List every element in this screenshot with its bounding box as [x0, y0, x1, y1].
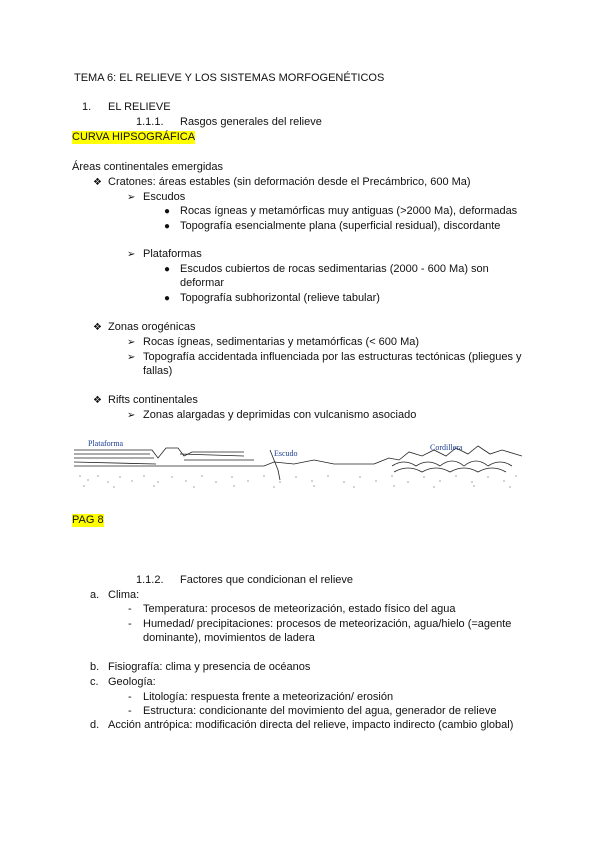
dash-bullet-icon: -: [128, 705, 132, 717]
escudos-bullet-2: Topografía esencialmente plana (superficial residual), discordante: [180, 220, 501, 232]
zonas-bullet-2-line-1: Topografía accidentada influenciada por las estructuras tectónicas (pliegues y: [143, 351, 522, 363]
figure-label-cordillera: Cordillera: [430, 443, 463, 452]
plataformas-bullet-2: Topografía subhorizontal (relieve tabular): [180, 292, 380, 304]
escudos-item: Escudos: [143, 191, 186, 203]
section-111-number: 1.1.1.: [136, 116, 164, 128]
dot-bullet-icon: ●: [164, 293, 171, 304]
zonas-orogenicas-item: Zonas orogénicas: [108, 321, 196, 333]
rifts-bullet-1: Zonas alargadas y deprimidas con vulcanismo asociado: [143, 409, 417, 421]
plataformas-item: Plataformas: [143, 248, 202, 260]
plataformas-bullet-1-line-1: Escudos cubiertos de rocas sedimentarias (2000 - 600 Ma) son: [180, 263, 489, 275]
accion-antropica-item: Acción antrópica: modificación directa del relieve, impacto indirecto (cambio global): [108, 719, 514, 731]
dot-bullet-icon: ●: [164, 221, 171, 232]
dot-bullet-icon: ●: [164, 264, 171, 275]
dot-bullet-icon: ●: [164, 206, 171, 217]
clima-bullet-2-line-2: dominante), movimientos de ladera: [143, 632, 315, 644]
geologia-item: Geología:: [108, 676, 156, 688]
arrow-bullet-icon: ➢: [127, 410, 136, 421]
rifts-item: Rifts continentales: [108, 394, 198, 406]
section-1-number: 1.: [82, 101, 92, 113]
list-letter-a: a.: [90, 589, 100, 601]
diamond-bullet-icon: ❖: [93, 395, 102, 406]
pag-8-marker: PAG 8: [72, 514, 104, 526]
cratones-item: Cratones: áreas estables (sin deformación desde el Precámbrico, 600 Ma): [108, 176, 471, 188]
fisiografia-item: Fisiografía: clima y presencia de océanos: [108, 661, 311, 673]
figure-label-escudo: Escudo: [274, 449, 298, 458]
section-1-title: EL RELIEVE: [108, 101, 171, 113]
geologia-bullet-2: Estructura: condicionante del movimiento del agua, generador de relieve: [143, 705, 497, 717]
figure-label-plataforma: Plataforma: [88, 439, 124, 448]
section-112-title: Factores que condicionan el relieve: [180, 574, 354, 586]
arrow-bullet-icon: ➢: [127, 249, 136, 260]
plataformas-bullet-1-line-2: deformar: [180, 277, 225, 289]
diamond-bullet-icon: ❖: [93, 322, 102, 333]
list-letter-b: b.: [90, 661, 100, 673]
document-title: TEMA 6: EL RELIEVE Y LOS SISTEMAS MORFOGENÉTICOS: [74, 72, 385, 84]
arrow-bullet-icon: ➢: [127, 337, 136, 348]
clima-item: Clima:: [108, 589, 140, 601]
escudos-bullet-1: Rocas ígneas y metamórficas muy antiguas (>2000 Ma), deformadas: [180, 205, 518, 217]
dash-bullet-icon: -: [128, 618, 132, 630]
zonas-bullet-2-line-2: fallas): [143, 365, 173, 377]
arrow-bullet-icon: ➢: [127, 192, 136, 203]
dash-bullet-icon: -: [128, 603, 132, 615]
dash-bullet-icon: -: [128, 691, 132, 703]
list-letter-d: d.: [90, 719, 100, 731]
arrow-bullet-icon: ➢: [127, 352, 136, 363]
section-112-number: 1.1.2.: [136, 574, 164, 586]
areas-heading: Áreas continentales emergidas: [72, 161, 224, 173]
clima-bullet-1: Temperatura: procesos de meteorización, estado físico del agua: [143, 603, 456, 615]
zonas-bullet-1: Rocas ígneas, sedimentarias y metamórficas (< 600 Ma): [143, 336, 420, 348]
curva-hipsografica-heading: CURVA HIPSOGRÁFICA: [72, 131, 196, 143]
geologia-bullet-1: Litología: respuesta frente a meteorización/ erosión: [143, 691, 394, 703]
list-letter-c: c.: [90, 676, 99, 688]
section-111-title: Rasgos generales del relieve: [180, 116, 322, 128]
relief-cross-section-figure: [74, 436, 522, 490]
diamond-bullet-icon: ❖: [93, 177, 102, 188]
clima-bullet-2-line-1: Humedad/ precipitaciones: procesos de meteorización, agua/hielo (=agente: [143, 618, 512, 630]
